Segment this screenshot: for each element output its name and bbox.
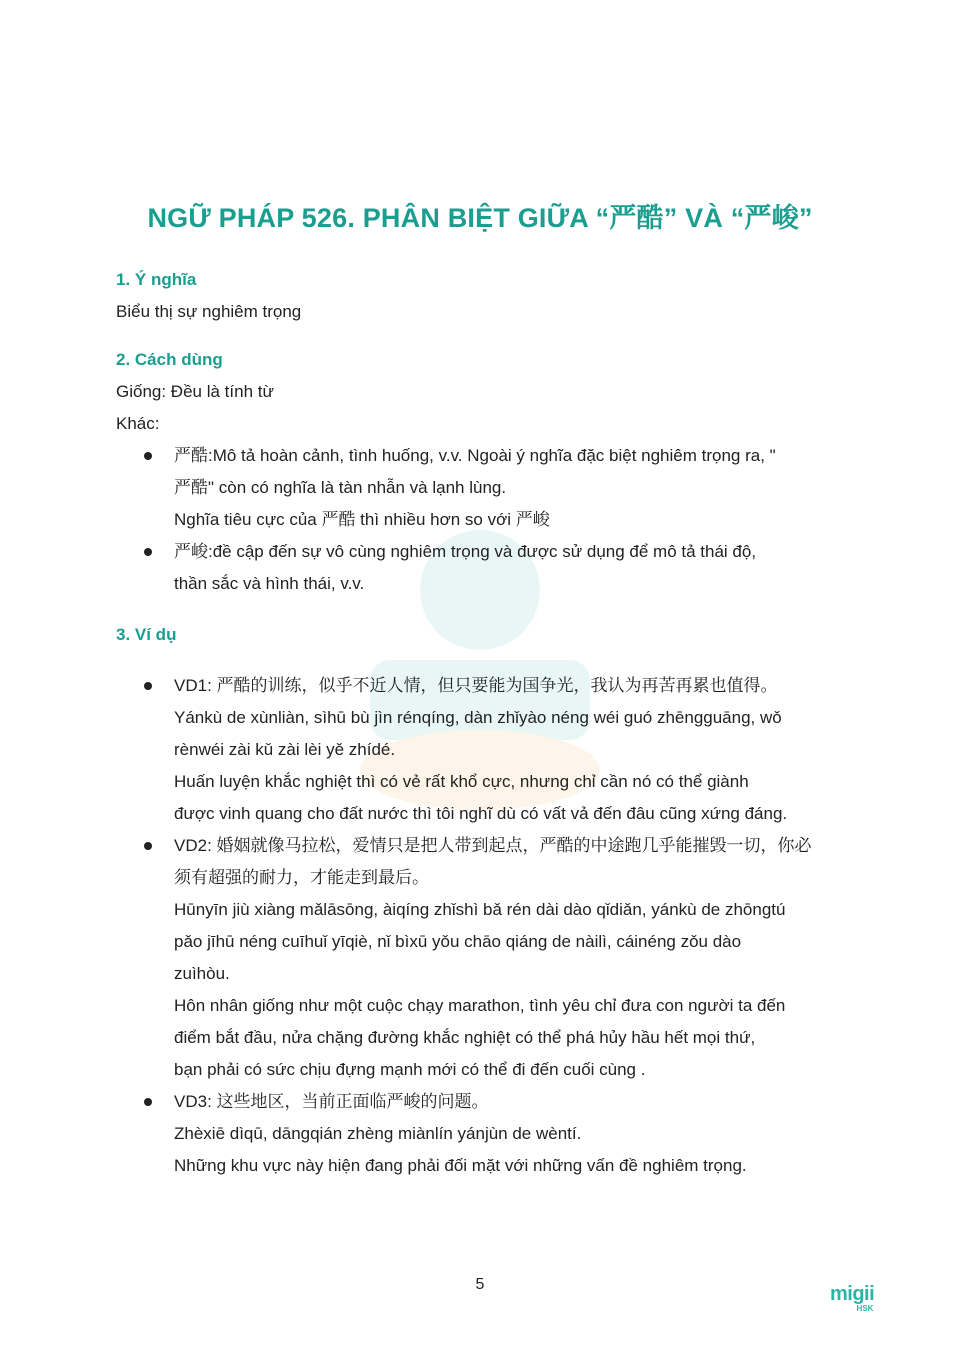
usage-same: Giống: Đều là tính từ xyxy=(116,382,274,401)
example-3-line: VD3: 这些地区，当前正面临严峻的问题。 xyxy=(174,1092,489,1111)
logo-subtext: HSK xyxy=(856,1304,874,1313)
bullet-dot xyxy=(144,548,152,556)
section-heading-meaning: 1. Ý nghĩa xyxy=(116,270,197,289)
section-heading-examples: 3. Ví dụ xyxy=(116,625,177,644)
bullet-dot xyxy=(144,842,152,850)
logo-wordmark: migii xyxy=(830,1283,875,1305)
example-1-line: được vinh quang cho đất nước thì tôi nghĩ dù có vất vả đến đâu cũng xứng đáng. xyxy=(174,804,788,823)
example-2-line: bạn phải có sức chịu đựng mạnh mới có thể đi đến cuối cùng . xyxy=(174,1060,646,1079)
example-1-line: rènwéi zài kǔ zài lèi yě zhídé. xyxy=(174,740,396,759)
example-2-line: 须有超强的耐力，才能走到最后。 xyxy=(174,868,429,887)
example-2-line: pǎo jīhū néng cuīhuǐ yīqiè, nǐ bìxū yǒu chāo qiáng de nàilì, cáinéng zǒu dào xyxy=(174,932,742,951)
usage-diff-line: 严酷" còn có nghĩa là tàn nhẫn và lạnh lùng. xyxy=(174,478,507,497)
example-1-line: Yánkù de xùnliàn, sìhū bù jìn rénqíng, dàn zhǐyào néng wéi guó zhēngguāng, wǒ xyxy=(174,708,782,727)
migii-logo xyxy=(830,1284,886,1316)
bullet-dot xyxy=(144,682,152,690)
example-2-line: zuìhòu. xyxy=(174,964,230,983)
usage-diff-line: Nghĩa tiêu cực của 严酷 thì nhiều hơn so với 严峻 xyxy=(174,510,550,529)
example-2-line: điểm bắt đầu, nửa chặng đường khắc nghiệt có thể phá hủy hầu hết mọi thứ, xyxy=(174,1028,756,1047)
usage-diff-line: 严酷:Mô tả hoàn cảnh, tình huống, v.v. Ngoài ý nghĩa đặc biệt nghiêm trọng ra, " xyxy=(174,446,776,465)
example-2-line: Hôn nhân giống như một cuộc chạy marathon, tình yêu chỉ đưa con người ta đến xyxy=(174,996,786,1015)
example-2-line: VD2: 婚姻就像马拉松，爱情只是把人带到起点，严酷的中途跑几乎能摧毁一切，你必 xyxy=(174,836,812,855)
page-number: 5 xyxy=(475,1276,485,1293)
example-3-line: Zhèxiē dìqū, dāngqián zhèng miànlín yánjùn de wèntí. xyxy=(174,1124,582,1143)
example-3-line: Những khu vực này hiện đang phải đối mặt với những vấn đề nghiêm trọng. xyxy=(174,1156,747,1175)
example-1-line: Huấn luyện khắc nghiệt thì có vẻ rất khổ cực, nhưng chỉ cần nó có thể giành xyxy=(174,772,749,791)
usage-diff-label: Khác: xyxy=(116,414,160,433)
usage-diff-line: thần sắc và hình thái, v.v. xyxy=(174,574,365,593)
bullet-dot xyxy=(144,452,152,460)
page-title: NGỮ PHÁP 526. PHÂN BIỆT GIỮA “严酷” VÀ “严峻” xyxy=(147,203,813,233)
section-heading-usage: 2. Cách dùng xyxy=(116,350,223,369)
meaning-text: Biểu thị sự nghiêm trọng xyxy=(116,302,302,321)
example-2-line: Hūnyīn jiù xiàng mǎlāsōng, àiqíng zhǐshì bǎ rén dài dào qǐdiǎn, yánkù de zhōngtú xyxy=(174,900,786,919)
usage-diff-line: 严峻:đề cập đến sự vô cùng nghiêm trọng và được sử dụng để mô tả thái độ, xyxy=(174,542,757,561)
bullet-dot xyxy=(144,1098,152,1106)
example-1-line: VD1: 严酷的训练，似乎不近人情，但只要能为国争光，我认为再苦再累也值得。 xyxy=(174,676,778,695)
